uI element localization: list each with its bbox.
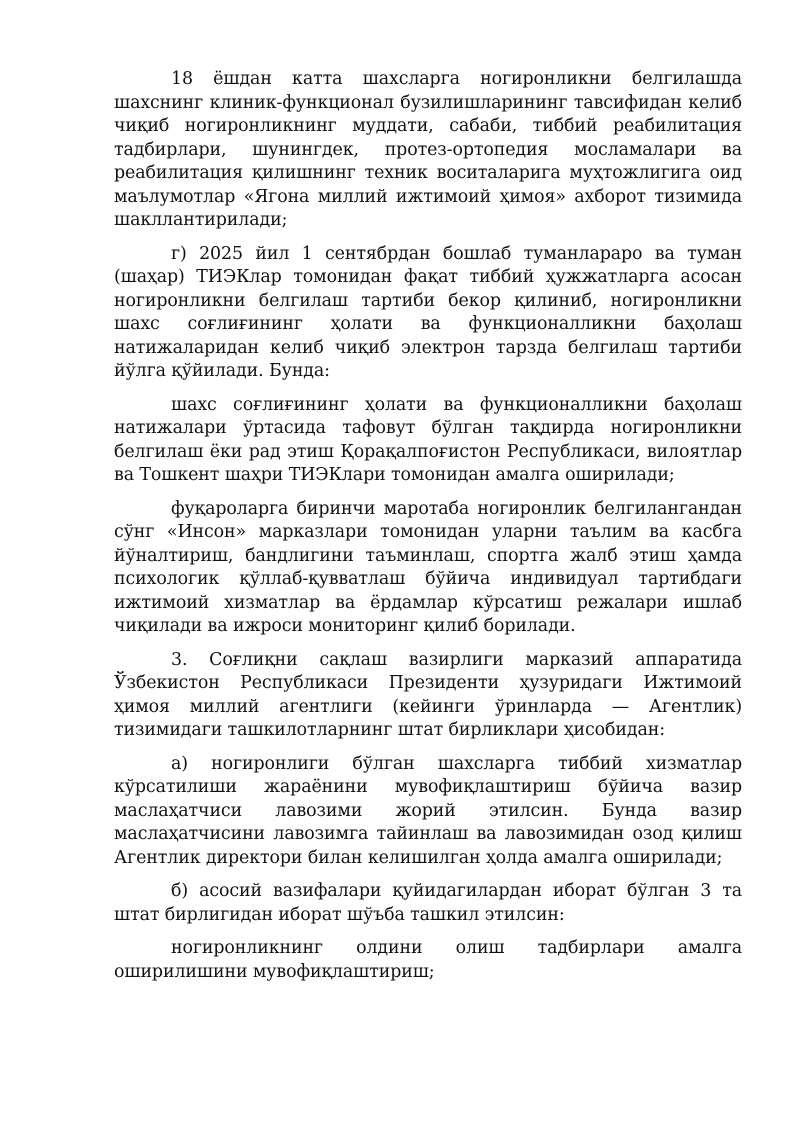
paragraph-inson-centers: фуқароларга биринчи маротаба ногиронлик белгилангандан сўнг «Инсон» марказлари томонидан уларни таълим ва касбга йўналтириш, бандлигини таъминлаш, спортга жалб этиш ҳамда психологик қўллаб-қувватлаш бўйича индивидуал тартибдаги ижтимоий хизматлар ва ёрдамлар кўрсатиш режалари ишлаб чиқилади ва ижроси мониторинг қилиб борилади. xyxy=(114,498,742,636)
paragraph-item-b: б) асосий вазифалари қуйидагилардан иборат бўлган 3 та штат бирлигидан иборат шўъба ташкил этилсин: xyxy=(114,881,742,925)
paragraph-item-g: г) 2025 йил 1 сентябрдан бошлаб туманлараро ва туман (шаҳар) ТИЭКлар томонидан фақат тиббий ҳужжатларга асосан ногиронликни белгилаш тартиби бекор қилиниб, ногиронликни шахс соғлиғининг ҳолати ва функционалликни баҳолаш натижаларидан келиб чиқиб электрон тарзда белгилаш тартиби йўлга қўйилади. Бунда: xyxy=(114,243,742,381)
paragraph-age-18-disability: 18 ёшдан катта шахсларга ногиронликни белгилашда шахснинг клиник-функционал бузилишларининг тавсифидан келиб чиқиб ногиронликнинг муддати, сабаби, тиббий реабилитация тадбирлари, шунингдек, протез-ортопедия мосламалари ва реабилитация қилишнинг техник воситаларига муҳтожлигига оид маълумотлар «Ягона миллий ижтимоий ҳимоя» ахборот тизимида шакллантирилади; xyxy=(114,69,742,230)
paragraph-discrepancy: шахс соғлиғининг ҳолати ва функционалликни баҳолаш натижалари ўртасида тафовут бўлган тақдирда ногиронликни белгилаш ёки рад этиш Қорақалпоғистон Республикаси, вилоятлар ва Тошкент шаҳри ТИЭКлари томонидан амалга оширилади; xyxy=(114,394,742,485)
paragraph-prevention: ногиронликнинг олдини олиш тадбирлари амалга оширилишини мувофиқлаштириш; xyxy=(114,938,742,982)
document-body xyxy=(114,68,742,994)
paragraph-section-3: 3. Соғлиқни сақлаш вазирлиги марказий аппаратида Ўзбекистон Республикаси Президенти ҳузуридаги Ижтимоий ҳимоя миллий агентлиги (кейинги ўринларда — Агентлик) тизимидаги ташкилотларнинг штат бирликлари ҳисобидан: xyxy=(114,649,742,740)
paragraph-item-a: а) ногиронлиги бўлган шахсларга тиббий хизматлар кўрсатилиши жараёнини мувофиқлаштириш бўйича вазир маслаҳатчиси лавозими жорий этилсин. Бунда вазир маслаҳатчисини лавозимга тайинлаш ва лавозимидан озод қилиш Агентлик директори билан келишилган ҳолда амалга оширилади; xyxy=(114,753,742,868)
